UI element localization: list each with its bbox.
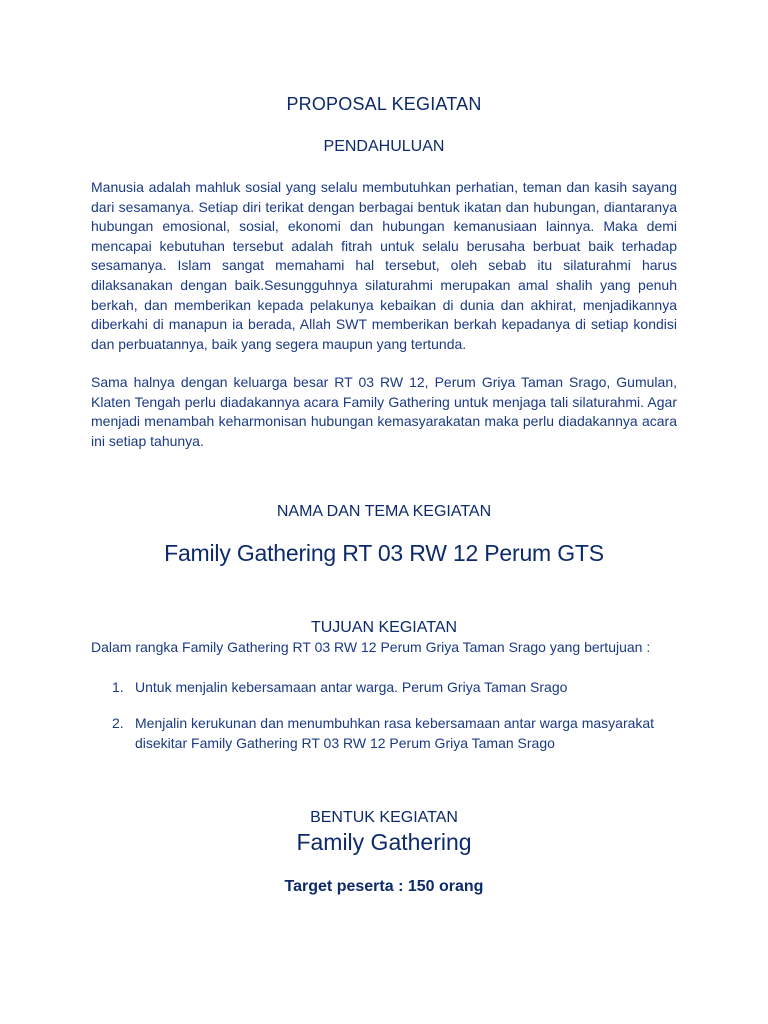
list-item-text: Untuk menjalin kebersamaan antar warga. Perum Griya Taman Srago [135,679,568,695]
list-item-number: 1. [112,679,124,695]
target-participants: Target peserta : 150 orang [284,878,484,895]
list-item [112,677,692,697]
document-title: PROPOSAL KEGIATAN [286,94,482,114]
form-value: Family Gathering [296,829,472,855]
intro-paragraph-2: Sama halnya dengan keluarga besar RT 03 RW 12, Perum Griya Taman Srago, Gumulan, Klaten Tengah perlu diadakannya acara Family Gathering untuk menjaga tali silaturahmi. Agar menjadi menambah keharmonisan hubungan kemasyarakatan maka perlu diadakannya acara ini setiap tahunya. [91,374,677,449]
intro-heading: PENDAHULUAN [323,138,445,155]
purpose-heading: TUJUAN KEGIATAN [310,619,458,636]
event-name: Family Gathering RT 03 RW 12 Perum GTS [164,540,604,566]
intro-paragraph-1: Manusia adalah mahluk sosial yang selalu membutuhkan perhatian, teman dan kasih sayang dari sesamanya. Setiap diri terikat dengan berbagai bentuk ikatan dan hubungan, diantaranya hubungan emosional, sosial, ekonomi dan hubungan kemanusiaan lainnya. Maka demi mencapai kebutuhan tersebut adalah fitrah untuk selalu berusaha berbuat baik terhadap sesamanya. Islam sangat memahami hal tersebut, oleh sebab itu silaturahmi harus dilaksanakan dengan baik.Sesungguhnya silaturahmi merupakan amal shalih yang penuh berkah, dan memberikan kepada pelakunya kebaikan di dunia dan akhirat, menjadikannya diberkahi di manapun ia berada, Allah SWT memberikan berkah kepadanya di setiap kondisi dan perbuatannya, baik yang segera maupun yang tertunda. [91,179,677,352]
purpose-intro: Dalam rangka Family Gathering RT 03 RW 12 Perum Griya Taman Srago yang bertujuan : [91,639,651,655]
list-item-text: Menjalin kerukunan dan menumbuhkan rasa kebersamaan antar warga masyarakat disekitar Family Gathering RT 03 RW 12 Perum Griya Taman Srago [135,715,655,751]
form-heading: BENTUK KEGIATAN [310,809,458,826]
name-theme-heading: NAMA DAN TEMA KEGIATAN [276,503,492,520]
list-item [112,713,692,753]
list-item-number: 2. [112,715,124,731]
